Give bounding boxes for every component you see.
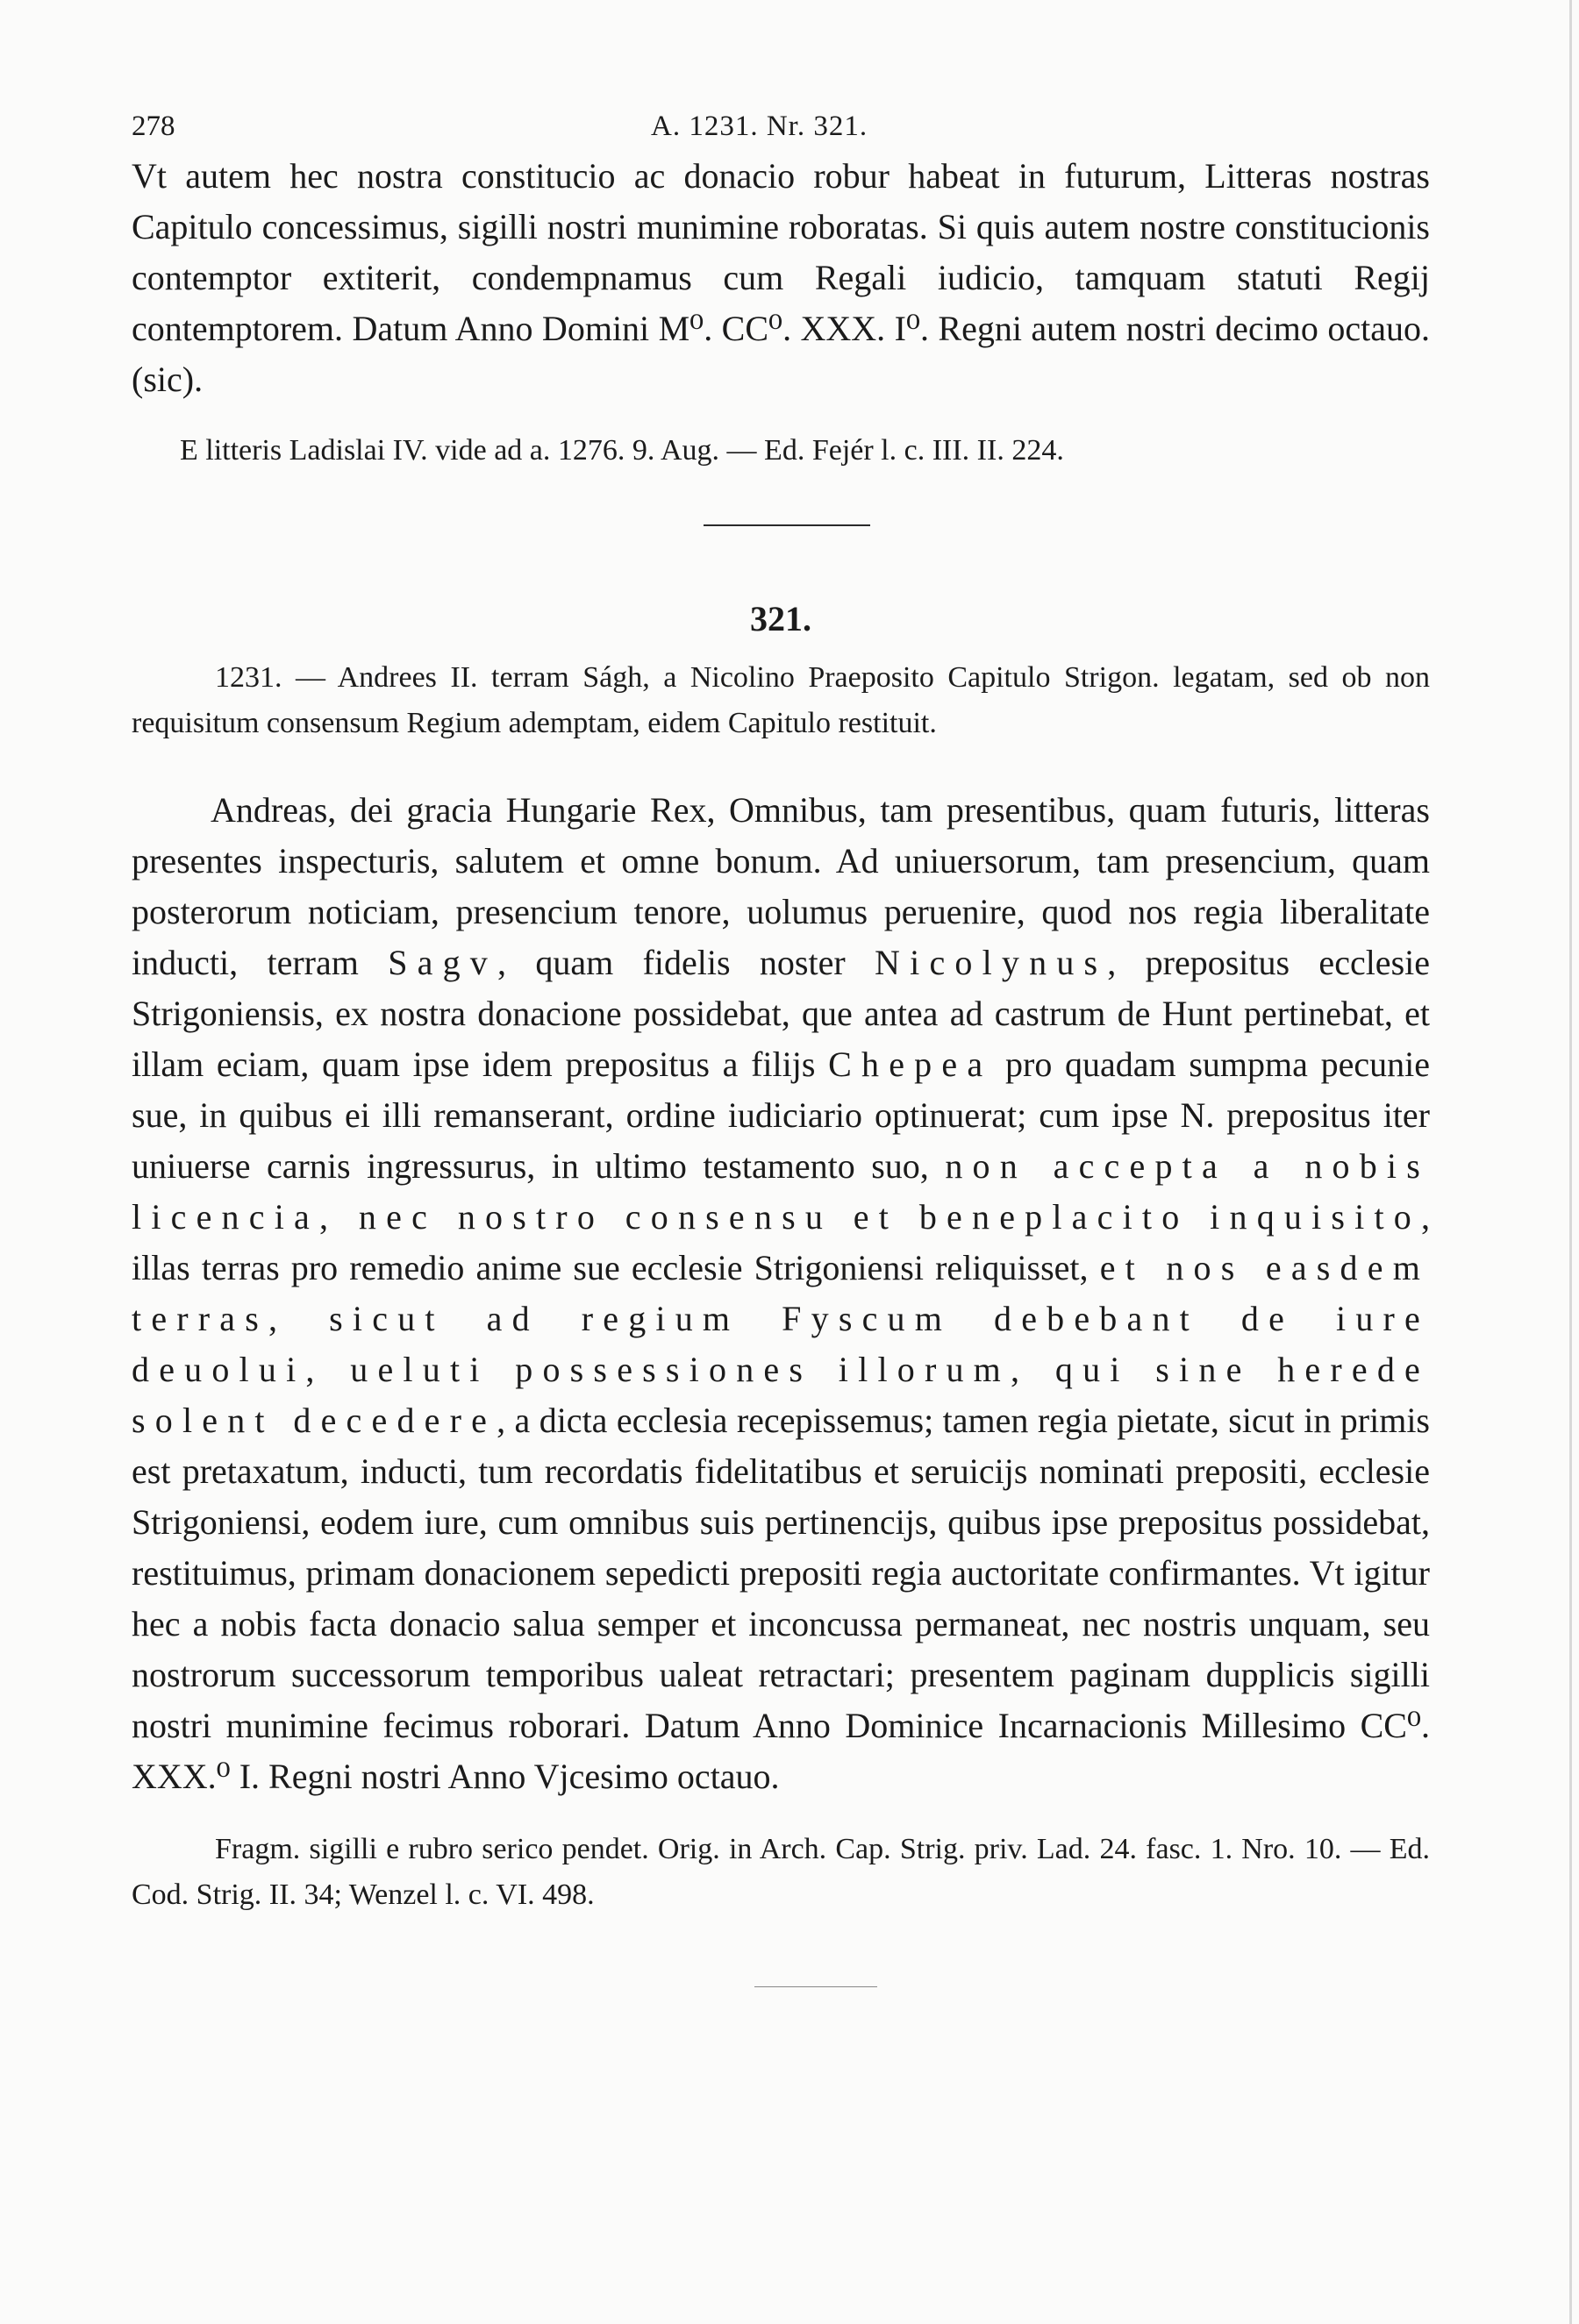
page-number: 278 [132,110,175,142]
spaced-phrase: Nicolynus [875,943,1108,982]
running-head: A. 1231. Nr. 321. [651,110,868,142]
charter-segment: , a dicta ecclesia recepissemus; tamen regia pietate, sicut in primis est pretaxatum, inducti, tum recordatis fidelitatibus et seruicijs nominati prepositi, ecclesie Strigoniensi, eodem iure, cum omnibus suis pertinencijs, quibus ipse prepositus possidebat, restituimus, primam donacionem sepedicti prepositi regia auctoritate confirmantes. Vt igitur hec a nobis facta donacio salua semper et inconcussa permaneat, nec nostris unquam, seu nostrorum successorum temporibus ualeat retractari; presentem paginam dupplicis sigilli nostri munimine fecimus roborari. Datum Anno Dominice Incarnacionis Millesimo CC⁰. XXX.⁰ I. Regni nostri Anno Vjcesimo octauo. [132,1401,1431,1796]
book-page [132,98,1430,1987]
charter-segment: Andreas, dei gracia Hungarie Rex, Omnibus, tam presentibus, quam futuris, litteras presentes inspecturis, salutem et omne bonum. Ad uniuersorum, tam presencium, quam posterorum noticiam, presencium tenore, uolumus peruenire, quod nos regia liberalitate inducti, terram [132,790,1430,982]
document-summary: 1231. — Andrees II. terram Ságh, a Nicolino Praeposito Capitulo Strigon. legatam, sed ob non requisitum consensum Regium ademptam, eidem Capitulo restituit. [132,661,1430,739]
document-number: 321. [750,599,811,638]
charter-segment: , illas terras pro remedio anime sue ecclesie Strigoniensi reliquisset, [132,1197,1430,1287]
charter-segment: , quam fidelis noster [497,943,875,982]
charter-text [132,785,1430,1802]
charter-segment: , prepositus ecclesie Strigoniensis, ex nostra donacione possidebat, que antea ad castrum de Hunt pertinebat, et illam eciam, quam ipse idem prepositus a filijs [132,943,1430,1084]
preceding-source-note: E litteris Ladislai IV. vide ad a. 1276. 9. Aug. — Ed. Fejér l. c. III. II. 224. [180,434,1064,467]
preceding-charter-text: Vt autem hec nostra constitucio ac donacio robur habeat in futurum, Litteras nostras Capitulo concessimus, sigilli nostri munimine roboratas. Si quis autem nostre constitucionis contemptor extiterit, condempnamus cum Regali iudicio, tamquam statuti Regij contemptorem. Datum Anno Domini M⁰. CC⁰. XXX. I⁰. Regni autem nostri decimo octauo. (sic). [132,156,1430,399]
charter-source-note: Fragm. sigilli e rubro serico pendet. Orig. in Arch. Cap. Strig. priv. Lad. 24. fasc. 1. Nro. 10. — Ed. Cod. Strig. II. 34; Wenzel l. c. VI. 498. [132,1833,1430,1911]
page-header [132,98,1430,151]
page-edge-line [1569,0,1572,2324]
spaced-phrase: non accepta a nobis licencia, nec nostro consensu et beneplacito inquisito [132,1146,1430,1237]
spaced-phrase: et nos easdem terras, sicut ad regium Fyscum debebant de iure deuolui, ueluti possessiones illorum, qui sine herede solent decedere [132,1248,1431,1440]
spaced-phrase: Chepea [828,1044,993,1084]
section-divider [704,524,870,526]
charter-segment: pro quadam sumpma pecunie sue, in quibus ei illi remanserant, ordine iudiciario optinuerat; cum ipse N. prepositus iter uniuerse carnis ingressurus, in ultimo testamento suo, [132,1044,1430,1186]
spaced-phrase: Sagv [388,943,497,982]
end-divider [754,1986,877,1987]
